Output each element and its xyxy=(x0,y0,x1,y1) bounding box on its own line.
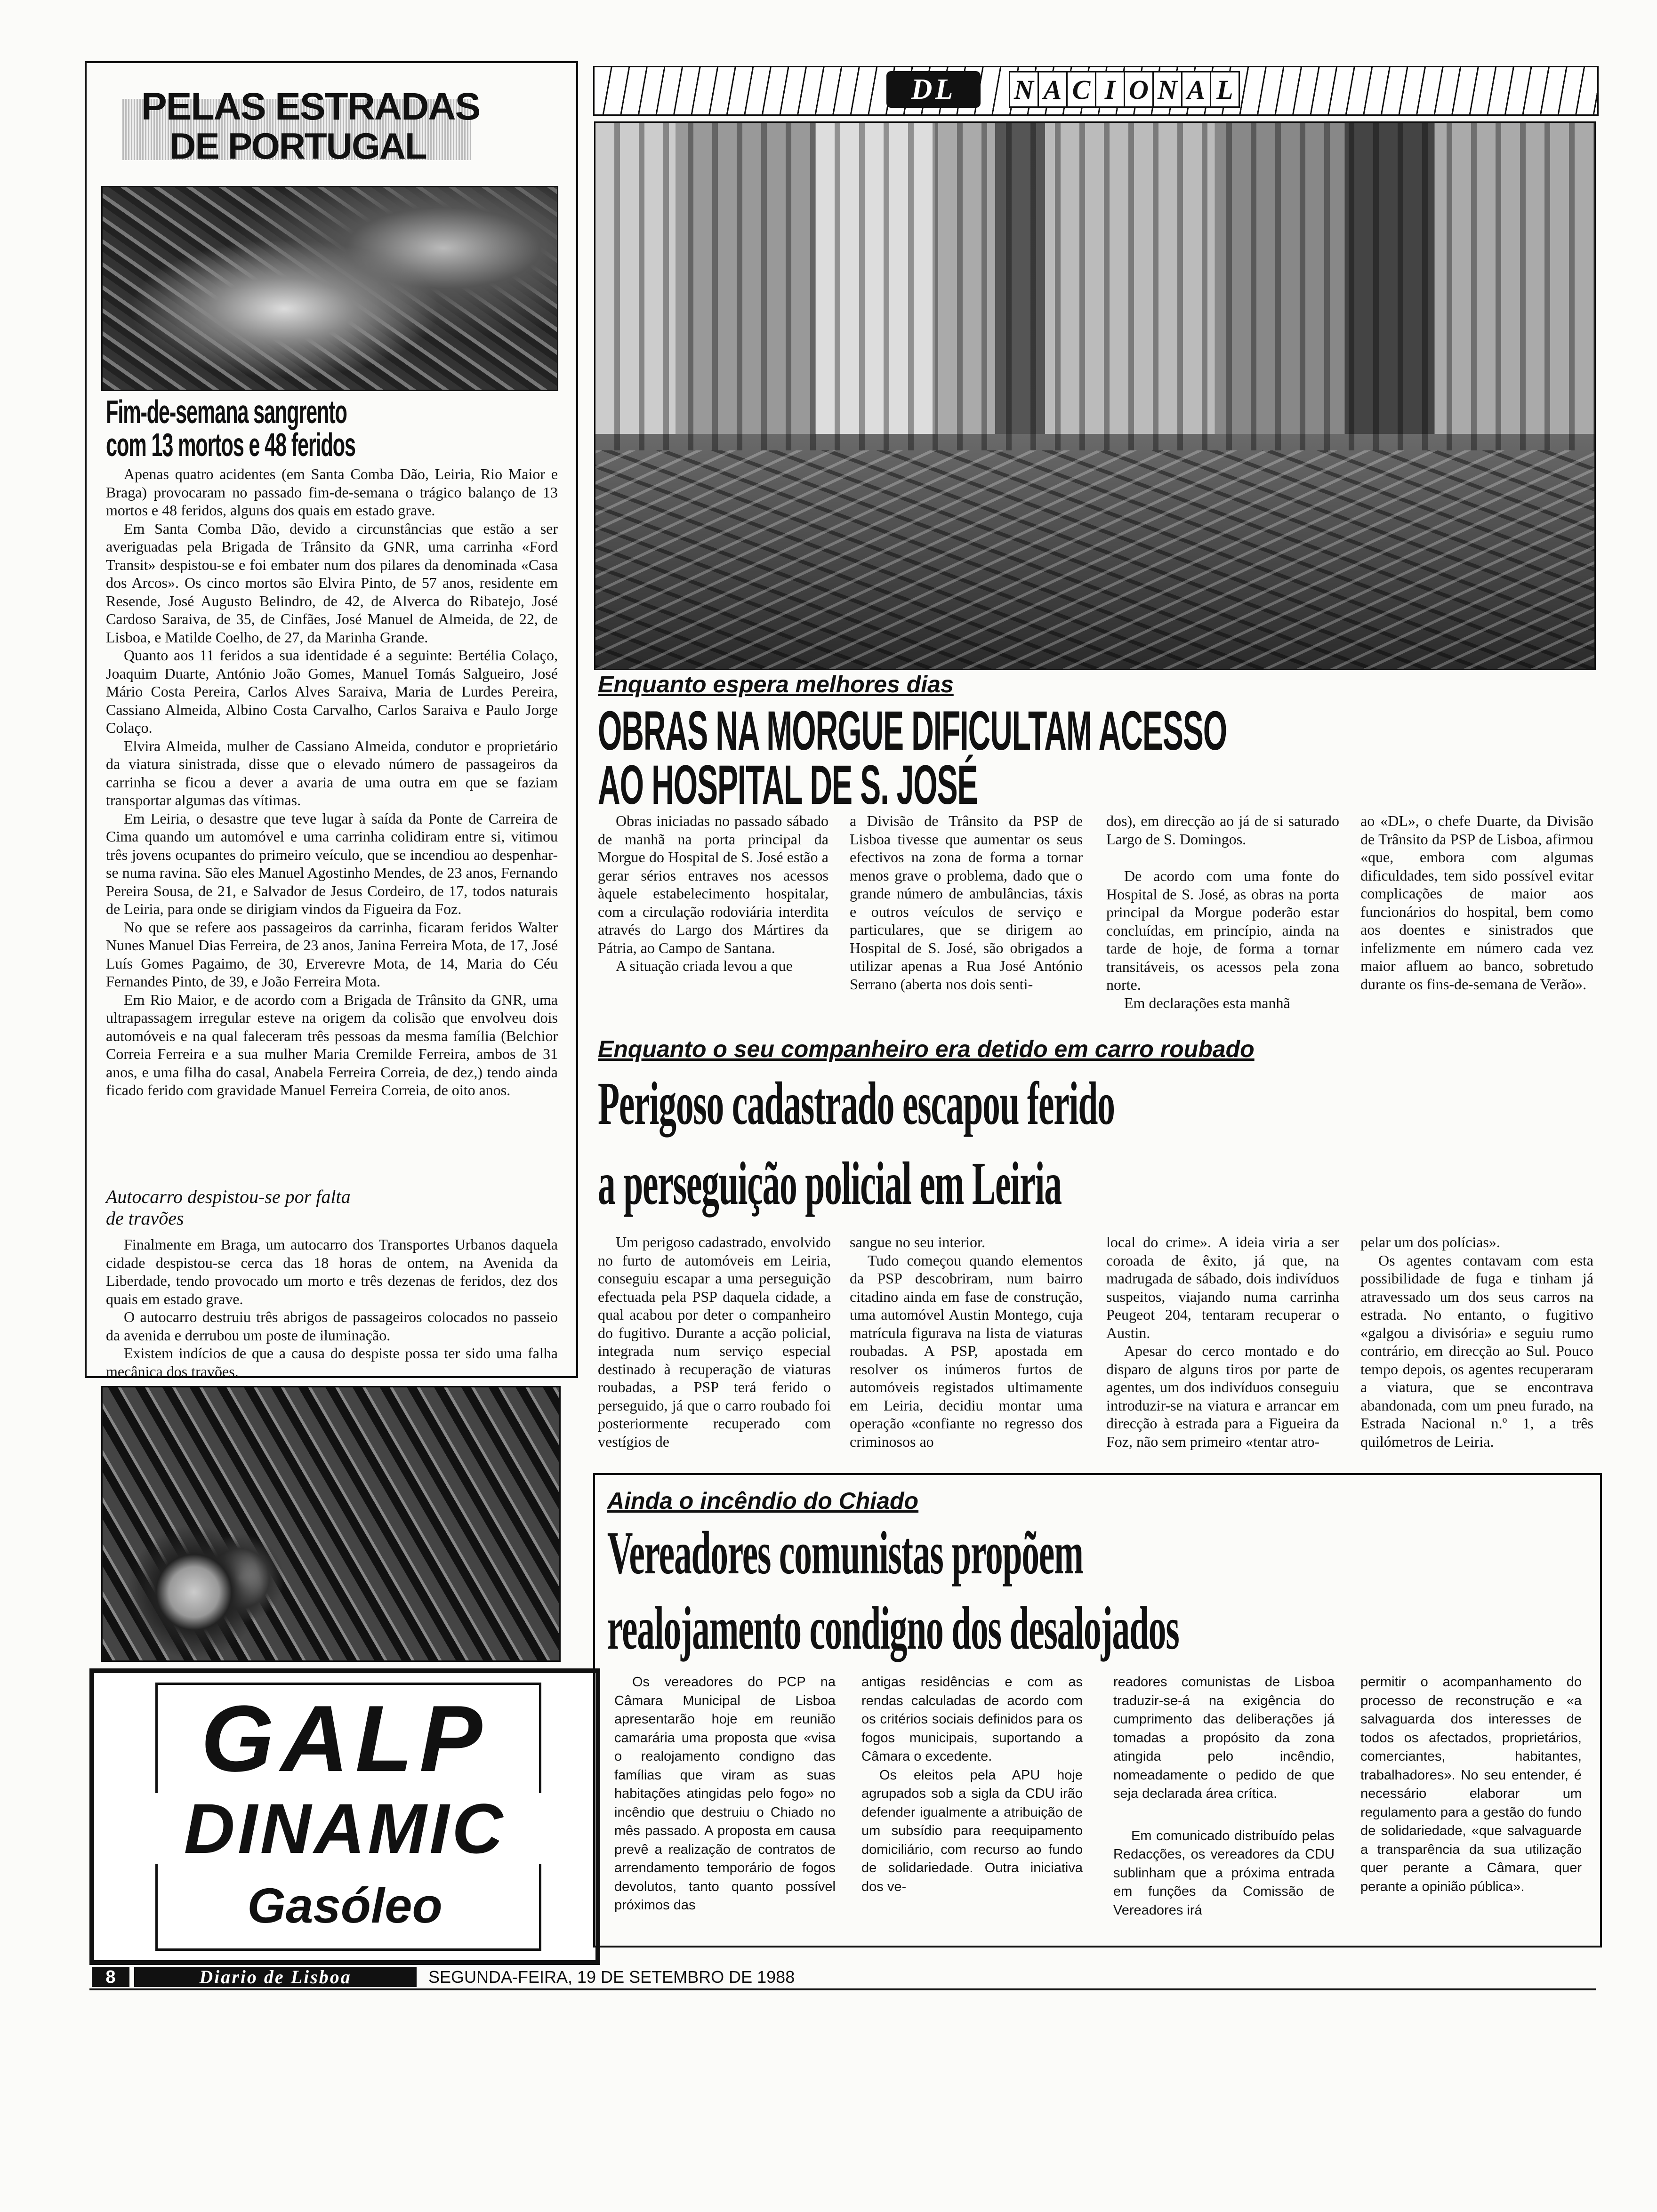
story1-kicker: Enquanto espera melhores dias xyxy=(598,671,954,697)
story2-col3 xyxy=(1106,1233,1339,1451)
story2-col1 xyxy=(598,1233,831,1451)
story1-col2-p1: a Divisão de Trânsito da PSP de Lisboa tivesse que aumentar os seus efectivos na zona de forma a tornar menos grave o problema, dado que o grande número de ambulâncias, táxis e outros veículos de serviço e particulares, que se dirigem ao Hospital de S. José, são obrigados a utilizar apenas a Rua José António Serrano (aberta nos dois senti- xyxy=(850,812,1083,993)
story2-col2-p2: Tudo começou quando elementos da PSP descobriram, num bairro citadino ainda em fase de construção, uma automóvel Austin Montego, cuja matrícula figurava na lista de viaturas roubadas. A PSP, apostada em resolver os inúmeros furtos de automóveis registados ultimamente em Leiria, decidiu montar uma operação «confiante no regresso dos criminosos ao xyxy=(850,1251,1083,1450)
heading-line1: PELAS ESTRADAS xyxy=(141,85,480,128)
galp-type: Gasóleo xyxy=(247,1878,442,1933)
section-title-nacional xyxy=(1009,71,1239,108)
left-article-paragraph: Apenas quatro acidentes (em Santa Comba Dão, Leiria, Rio Maior e Braga) provocaram no passado fim-de-semana o trágico balanço de 13 mortos e 48 feridos, alguns dos quais em estado grave. xyxy=(106,465,558,519)
story1-col1-p1: Obras iniciadas no passado sábado de manhã na porta principal da Morgue do Hospital de S. José estão a gerar sérios entraves nos acessos àquele estabelecimento hospitalar, com a circulação rodoviária interdita através do Largo dos Mártires da Pátria, ao Campo de Santana. xyxy=(598,812,828,956)
story2-col2-p1: sangue no seu interior. xyxy=(850,1234,985,1250)
story3-col2-p2: Os eleitos pela APU hoje agrupados sob a sigla da CDU irão defender igualmente a atribuição de um subsídio para reequipamento domiciliário, com recurso ao fundo de solidariedade. Outra iniciativa dos ve- xyxy=(861,1767,1083,1894)
section-letter: A xyxy=(1038,71,1068,108)
left-article-paragraph: Em Leiria, o desastre que teve lugar à saída da Ponte de Carreira de Cima quando um automóvel e uma carrinha colidiram entre si, vitimou três jovens ocupantes do primeiro veículo, que se incendiou ao despenhar-se numa ravina. São eles Manuel Agostinho Mendes, de 23 anos, Fernando Pereira Sousa, de 21, e Salvador de Jesus Cordeiro, de 17, todos naturais de Leiria, para onde se dirigiam vindos da Figueira da Foz. xyxy=(106,809,558,917)
story1-col1-p2: A situação criada levou a que xyxy=(616,957,793,974)
story2-col4-p2: Os agentes contavam com esta possibilidade de fuga e tinham já atravessado um dos seus carros na estrada. No entanto, o fugitivo «galgou a divisória» e seguiu rumo contrário, em direcção ao Sul. Pouco tempo depois, os agentes recuperaram a viatura, que se encontrava abandonada, com um pneu furado, na Estrada Nacional n.º 1, a três quilómetros de Leiria. xyxy=(1360,1251,1593,1450)
crash-photo-bottom xyxy=(101,1386,561,1662)
left-article-2-paragraph: O autocarro destruiu três abrigos de passageiros colocados no passeio da avenida e derrubou um poste de iluminação. xyxy=(106,1308,558,1344)
story1-col2 xyxy=(850,812,1083,993)
hospital-works-photo xyxy=(594,121,1596,670)
story3-col3-p2: Em comunicado distribuído pelas Redacções, os vereadores da CDU sublinham que a próxima entrada em funções da Comissão de Vereadores irá xyxy=(1113,1828,1335,1918)
story2-col4-p1: pelar um dos polícias». xyxy=(1360,1234,1500,1250)
section-letter: N xyxy=(1009,71,1039,108)
left-headline-2: com 13 mortos e 48 feridos xyxy=(106,426,355,463)
story2-col2 xyxy=(850,1233,1083,1451)
story1-col3 xyxy=(1106,812,1339,1012)
story1-col4 xyxy=(1360,812,1593,993)
left-article-paragraph: Quanto aos 11 feridos a sua identidade é a seguinte: Bertélia Colaço, Joaquim Duarte, António João Gomes, Manuel Tomás Salgueiro, José Mário Costa Pereira, Carlos Alves Saraiva, Maria de Lurdes Pereira, Cassiano Almeida, Albino Costa Carvalho, Carlos Saraiva e Paulo Jorge Colaço. xyxy=(106,647,558,736)
section-header-band xyxy=(593,66,1599,116)
story3-col1-p1: Os vereadores do PCP na Câmara Municipal de Lisboa apresentarão hoje em reunião camarária uma proposta que «visa o realojamento condigno das famílias que viram as suas habitações atingidas pelo fogo» no incêndio que destruiu o Chiado no mês passado. A proposta em causa prevê a realização de contratos de arrendamento temporário de fogos devolutos, tanto quanto possível próximos das xyxy=(614,1675,836,1913)
left-article-paragraph: Elvira Almeida, mulher de Cassiano Almeida, condutor e proprietário da viatura sinistrada, disse que o elevado número de passageiros da carrinha se ficou a dever a avaria de uma outra em que se faziam transportar algumas das vítimas. xyxy=(106,737,558,809)
story3-col1 xyxy=(614,1673,836,1915)
section-letter: L xyxy=(1210,71,1240,108)
story2-headline-2: a perseguição policial em Leiria xyxy=(598,1150,1062,1218)
story1-headline-2: AO HOSPITAL DE S. JOSÉ xyxy=(598,754,978,816)
left-headline-1: Fim-de-semana sangrento xyxy=(106,393,347,430)
section-letter: O xyxy=(1124,71,1154,108)
story3-col3 xyxy=(1113,1673,1335,1920)
left-article-2-paragraph: Finalmente em Braga, um autocarro dos Transportes Urbanos daquela cidade despistou-se cerca das 18 horas de ontem, na Avenida da Liberdade, tendo provocado um morto e três dezenas de feridos, dez dos quais em estado grave. xyxy=(106,1236,558,1307)
footer-page-number xyxy=(92,1967,129,1987)
story1-col1 xyxy=(598,812,828,975)
story2-col3-p1: local do crime». A ideia viria a ser coroada de êxito, já que, na madrugada de sábado, dois indivíduos suspeitos, viajando numa carrinha Peugeot 204, tentaram recuperar o Austin. xyxy=(1106,1234,1339,1341)
galp-brand: GALP xyxy=(201,1686,489,1791)
section-letter: N xyxy=(1152,71,1182,108)
section-letter: C xyxy=(1066,71,1096,108)
story1-headline-1: OBRAS NA MORGUE DIFICULTAM ACESSO xyxy=(598,700,1227,762)
footer-rule xyxy=(89,1988,1596,1990)
footer-masthead xyxy=(134,1967,417,1987)
left-article-paragraph: No que se refere aos passageiros da carrinha, ficaram feridos Walter Nunes Manuel Dias Ferreira, de 23 anos, Janina Ferreira Mota, de 17, José Luís Gomes Pagaimo, de 30, Erverevre Mota, de 14, Maria do Céu Fernandes Pinto, de 39, e João Ferreira Mota. xyxy=(106,918,558,990)
story1-col3-p1: dos), em direcção ao já de si saturado Largo de S. Domingos. xyxy=(1106,812,1339,848)
story2-headline-1: Perigoso cadastrado escapou ferido xyxy=(598,1070,1115,1138)
crash-photo-top xyxy=(101,186,558,391)
section-heading-pelas-estradas xyxy=(113,80,480,174)
story1-col4-p1: ao «DL», o chefe Duarte, da Divisão de Trânsito da PSP de Lisboa, afirmou «que, embora com algumas dificuldades, tem sido possível evitar complicações de maior aos funcionários do hospital, bem como aos doentes e sinistrados que infelizmente em número cada vez maior afluem ao banco, sobretudo durante os fins-de-semana de Verão». xyxy=(1360,812,1593,993)
page-number: 8 xyxy=(105,1967,116,1987)
galp-ad[interactable] xyxy=(89,1668,600,1965)
galp-product-text: DINAMIC xyxy=(184,1789,506,1868)
story3-col2-p1: antigas residências e com as rendas calculadas de acordo com os critérios sociais definidos para os fogos municipais, suportando a Câmara o excedente. xyxy=(861,1675,1083,1764)
left-article-2-paragraph: Existem indícios de que a causa do despiste possa ter sido uma falha mecânica dos travões. xyxy=(106,1345,558,1380)
story2-col1-p1: Um perigoso cadastrado, envolvido no furto de automóveis em Leiria, conseguiu escapar a uma perseguição efectuada pela PSP daquela cidade, a qual acabou por deter o companheiro do fugitivo. Durante a acção policial, integrada num serviço especial destinado à recuperação de viaturas roubadas, a PSP terá ferido o perseguido, já que o carro roubado foi posteriormente recuperado com vestígios de xyxy=(598,1234,831,1450)
story3-col3-p1: readores comunistas de Lisboa traduzir-se-á na exigência do cumprimento das deliberações já tomadas a propósito da zona atingida pelo incêndio, nomeadamente o pedido de que seja declarada área crítica. xyxy=(1113,1675,1335,1801)
left-article-paragraph: Em Santa Comba Dão, devido a circunstâncias que estão a ser averiguadas pela Brigada de Trânsito da GNR, uma carrinha «Ford Transit» despistou-se e foi embater num dos pilares da denominada «Casa dos Arcos». Os cinco mortos são Elvira Pinto, de 57 anos, residente em Resende, José Augusto Belindro, de 42, de Alverca do Ribatejo, José Cardoso Saraiva, de 35, de Cinfães, José Manuel de Almeida, de 22, de Lisboa, e Matilde Coelho, de 27, da Marinha Grande. xyxy=(106,520,558,646)
left-article-body xyxy=(106,465,558,1099)
left-article-paragraph: Em Rio Maior, e de acordo com a Brigada de Trânsito da GNR, uma ultrapassagem irregular esteve na origem da colisão que envolveu dois automóveis e na qual faleceram três pessoas da mesma família (Belchior Correia Ferreira e a sua mulher Maria Cremilde Ferreira, ambos de 31 anos, e uma filha do casal, Anabela Ferreira Correia, de dez,) tendo ainda ficado ferido com gravidade Manuel Ferreira Correia, de oito anos. xyxy=(106,991,558,1098)
left-subhead-text: Autocarro despistou-se por falta de travões xyxy=(106,1186,351,1229)
left-subhead xyxy=(106,1186,351,1229)
story3-col2 xyxy=(861,1673,1083,1896)
story3-headline-2: realojamento condigno dos desalojados xyxy=(607,1595,1179,1662)
galp-product xyxy=(94,1789,595,1868)
left-article-body-2 xyxy=(106,1235,558,1380)
section-letter: A xyxy=(1181,71,1211,108)
story2-kicker: Enquanto o seu companheiro era detido em carro roubado xyxy=(598,1036,1255,1062)
dl-logo xyxy=(886,71,981,108)
section-letter: I xyxy=(1095,71,1125,108)
masthead-text: Diario de Lisboa xyxy=(199,1966,352,1988)
heading-line2: DE PORTUGAL xyxy=(169,125,426,167)
story3-col4-p1: permitir o acompanhamento do processo de reconstrução e «a salvaguarda dos interesses de todos os afectados, proprietários, comerciantes, habitantes, trabalhadores». No seu entender, é necessário elaborar um regulamento para a gestão do fundo de solidariedade, «que salvaguarde a transparência da sua utilização quer perante a Câmara, quer perante a opinião pública». xyxy=(1360,1675,1582,1894)
story2-col3-p2: Apesar do cerco montado e do disparo de alguns tiros por parte de agentes, um dos indivíduos conseguiu introduzir-se na viatura e arrancar em direcção à estrada para a Figueira da Foz, não sem primeiro «tentar atro- xyxy=(1106,1342,1339,1450)
story3-headline-1: Vereadores comunistas propõem xyxy=(607,1519,1083,1587)
dl-logo-text: DL xyxy=(911,73,956,105)
footer-date: SEGUNDA-FEIRA, 19 DE SETEMBRO DE 1988 xyxy=(428,1967,795,1987)
story2-col4 xyxy=(1360,1233,1593,1451)
story3-col4 xyxy=(1360,1673,1582,1896)
story1-col3-p2: De acordo com uma fonte do Hospital de S. José, as obras na porta principal da Morgue poderão estar concluídas, em princípio, ainda na tarde de hoje, de forma a tornar transitáveis, os acessos pela zona norte. xyxy=(1106,867,1339,993)
story3-kicker: Ainda o incêndio do Chiado xyxy=(607,1488,919,1514)
story1-col3-p3: Em declarações esta manhã xyxy=(1124,994,1290,1011)
